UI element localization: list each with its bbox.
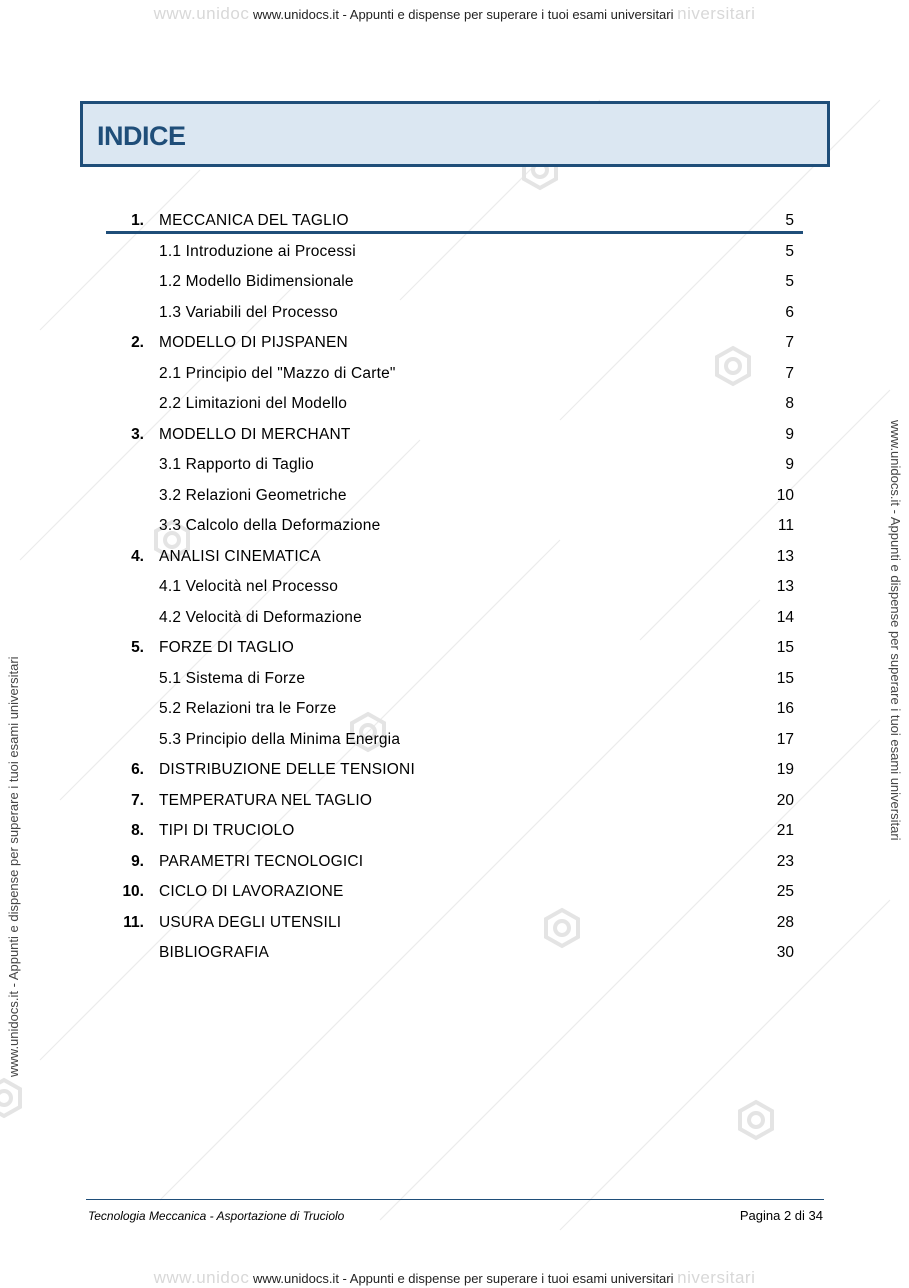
- toc-entry[interactable]: [0, 510, 909, 540]
- toc-entry-label: 4.2 Velocità di Deformazione: [159, 608, 362, 626]
- toc-entry-page: 21: [776, 822, 794, 839]
- toc-entry[interactable]: [0, 266, 909, 296]
- toc-entry-label: 1.1 Introduzione ai Processi: [159, 242, 356, 260]
- watermark-bottom-text: www.unidocs.it - Appunti e dispense per superare i tuoi esami universitari: [252, 1271, 674, 1286]
- toc-entry-label: 3.1 Rapporto di Taglio: [159, 456, 314, 473]
- toc-entry-label: MECCANICA DEL TAGLIO: [159, 212, 349, 229]
- toc-entry[interactable]: [0, 754, 909, 784]
- toc-entry-label: 5.2 Relazioni tra le Forze: [159, 700, 337, 717]
- toc-entry-label: 1.3 Variabili del Processo: [159, 303, 338, 321]
- toc-entry-number: 9.: [131, 852, 144, 870]
- toc-entry-label: 2.2 Limitazioni del Modello: [159, 395, 348, 412]
- toc-entry-number: 10.: [122, 883, 144, 900]
- toc-entry-number: 1.: [131, 212, 144, 229]
- toc-entry-label: MODELLO DI MERCHANT: [159, 425, 351, 443]
- toc-entry[interactable]: [0, 846, 909, 876]
- toc-entry-label: ANALISI CINEMATICA: [159, 547, 321, 565]
- toc-entry[interactable]: [0, 236, 909, 266]
- toc-entry[interactable]: [0, 541, 909, 571]
- toc-entry-label: TIPI DI TRUCIOLO: [159, 822, 295, 839]
- page-title: INDICE: [97, 121, 186, 151]
- toc-entry-page: 7: [785, 364, 794, 382]
- toc-entry-page: 20: [776, 791, 794, 809]
- toc-entry-number: 2.: [131, 334, 144, 351]
- toc-entry[interactable]: [0, 602, 909, 632]
- toc-entry-label: DISTRIBUZIONE DELLE TENSIONI: [159, 761, 415, 778]
- toc-entry-label: 3.3 Calcolo della Deformazione: [159, 517, 381, 534]
- toc-entry[interactable]: [0, 571, 909, 601]
- toc-entry-page: 5: [785, 242, 794, 260]
- toc-entry[interactable]: [0, 327, 909, 357]
- toc-entry[interactable]: [0, 449, 909, 479]
- toc-entry-page: 11: [777, 517, 794, 534]
- toc-entry-label: BIBLIOGRAFIA: [159, 944, 270, 961]
- toc-entry-page: 13: [776, 578, 794, 595]
- toc-entry-number: 8.: [131, 822, 144, 839]
- toc-entry-number: 4.: [131, 547, 144, 565]
- toc-entry-label: 5.3 Principio della Minima Energia: [159, 730, 401, 748]
- toc-entry[interactable]: [0, 632, 909, 662]
- toc-entry[interactable]: [0, 480, 909, 510]
- toc-entry-page: 30: [776, 944, 794, 961]
- toc-entry[interactable]: [0, 358, 909, 388]
- toc-entry-label: 4.1 Velocità nel Processo: [159, 578, 339, 595]
- watermark-ghost-right: niversitari: [677, 1268, 756, 1287]
- toc-entry-page: 16: [776, 700, 794, 717]
- toc-entry-number: 6.: [131, 761, 144, 778]
- toc-entry-page: 9: [785, 425, 794, 443]
- toc-entry[interactable]: [0, 937, 909, 967]
- watermark-bottom: [0, 1268, 909, 1288]
- watermark-left-text: www.unidocs.it - Appunti e dispense per superare i tuoi esami universitari: [6, 656, 21, 1077]
- toc-entry-label: TEMPERATURA NEL TAGLIO: [159, 791, 373, 809]
- toc-entry-number: 3.: [131, 425, 144, 443]
- toc-entry-label: 3.2 Relazioni Geometriche: [159, 486, 347, 504]
- toc-entry-label: CICLO DI LAVORAZIONE: [159, 883, 344, 900]
- toc-entry-page: 5: [785, 212, 794, 229]
- title-box: [80, 101, 830, 167]
- watermark-ghost-right: niversitari: [677, 4, 756, 23]
- toc-entry[interactable]: [0, 419, 909, 449]
- toc-entry[interactable]: [0, 693, 909, 723]
- toc-entry-page: 23: [776, 852, 794, 870]
- toc-entry[interactable]: [0, 724, 909, 754]
- toc-entry-page: 17: [776, 730, 794, 748]
- watermark-top-text: www.unidocs.it - Appunti e dispense per superare i tuoi esami universitari: [252, 7, 674, 22]
- footer-page-number: Pagina 2 di 34: [739, 1208, 823, 1223]
- toc-entry[interactable]: [0, 876, 909, 906]
- toc-entry-page: 19: [776, 761, 794, 778]
- footer-document-title: Tecnologia Meccanica - Asportazione di Truciolo: [88, 1209, 345, 1223]
- toc-entry-page: 7: [785, 334, 794, 351]
- toc-entry-number: 5.: [131, 639, 144, 656]
- toc-entry-label: 5.1 Sistema di Forze: [159, 669, 306, 687]
- toc-entry[interactable]: [0, 785, 909, 815]
- toc-entry-page: 10: [776, 486, 794, 504]
- toc-entry-page: 9: [785, 456, 794, 473]
- toc-entry-page: 13: [776, 547, 794, 565]
- footer-rule: [86, 1199, 824, 1200]
- toc-entry-label: 1.2 Modello Bidimensionale: [159, 273, 354, 290]
- toc-entry-page: 15: [776, 669, 794, 687]
- toc-entry[interactable]: [0, 663, 909, 693]
- toc-entry-label: USURA DEGLI UTENSILI: [159, 913, 342, 931]
- toc-entry-page: 5: [785, 273, 794, 290]
- watermark-top: [0, 4, 909, 24]
- toc-entry[interactable]: [0, 815, 909, 845]
- toc-entry[interactable]: [0, 205, 909, 235]
- toc-entry-label: FORZE DI TAGLIO: [159, 639, 295, 656]
- toc-entry-number: 7.: [131, 791, 144, 809]
- toc-entry-page: 28: [776, 913, 794, 931]
- toc-entry[interactable]: [0, 907, 909, 937]
- toc-entry[interactable]: [0, 388, 909, 418]
- watermark-ghost-left: www.unidoc: [153, 4, 250, 23]
- toc-entry-label: 2.1 Principio del "Mazzo di Carte": [159, 364, 396, 382]
- toc-entry-page: 25: [776, 883, 794, 900]
- toc-entry[interactable]: [0, 297, 909, 327]
- toc-entry-label: PARAMETRI TECNOLOGICI: [159, 852, 364, 870]
- watermark-right-text: www.unidocs.it - Appunti e dispense per superare i tuoi esami universitari: [888, 420, 903, 841]
- toc-entry-page: 6: [785, 303, 794, 321]
- toc-entry-page: 15: [776, 639, 794, 656]
- watermark-ghost-left: www.unidoc: [153, 1268, 250, 1287]
- toc-entry-page: 14: [776, 608, 794, 626]
- toc-entry-label: MODELLO DI PIJSPANEN: [159, 334, 348, 351]
- toc-entry-number: 11.: [123, 913, 144, 931]
- toc-entry-page: 8: [785, 395, 794, 412]
